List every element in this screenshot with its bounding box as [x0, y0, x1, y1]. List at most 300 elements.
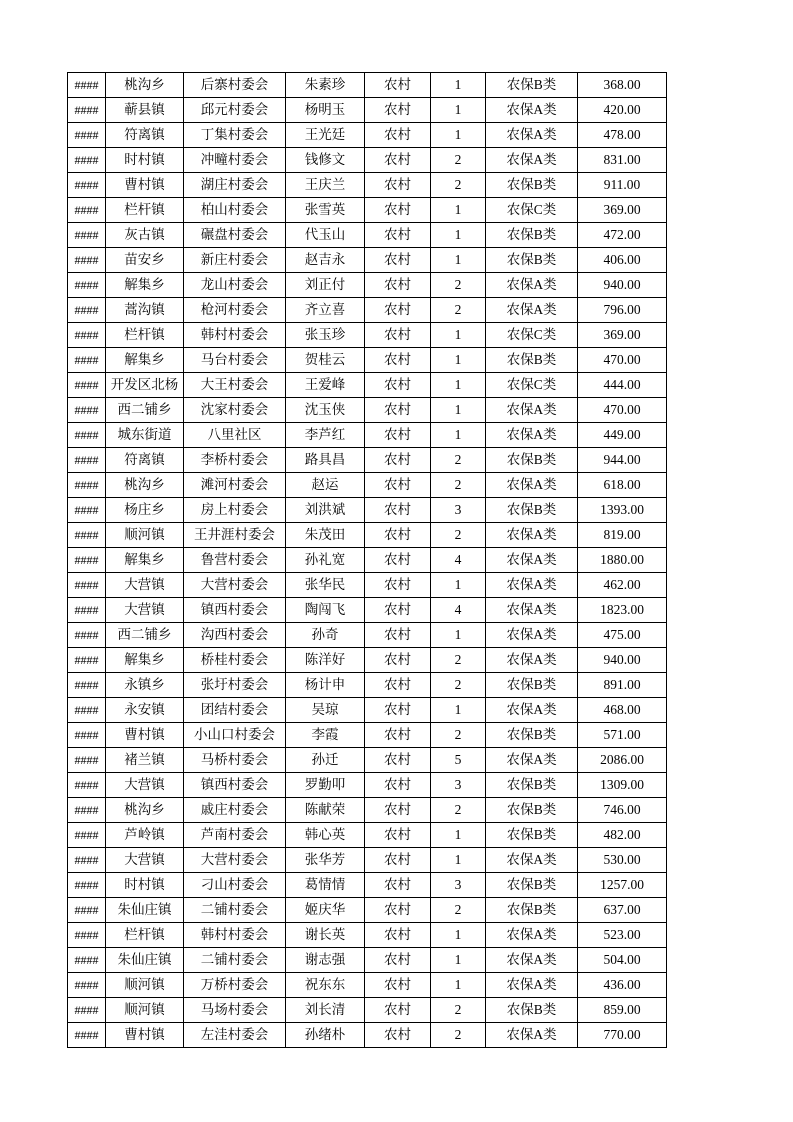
amount-cell: 618.00: [578, 473, 667, 498]
name-cell: 孙奇: [286, 623, 365, 648]
area-type-cell: 农村: [365, 698, 431, 723]
village-cell: 桥桂村委会: [184, 648, 286, 673]
village-cell: 大营村委会: [184, 573, 286, 598]
area-type-cell: 农村: [365, 348, 431, 373]
village-cell: 邱元村委会: [184, 98, 286, 123]
area-type-cell: 农村: [365, 673, 431, 698]
amount-cell: 420.00: [578, 98, 667, 123]
date-cell: ####: [68, 823, 106, 848]
insurance-category-cell: 农保A类: [486, 573, 578, 598]
amount-cell: 482.00: [578, 823, 667, 848]
name-cell: 朱茂田: [286, 523, 365, 548]
table-row: [68, 498, 667, 523]
date-cell: ####: [68, 223, 106, 248]
household-count-cell: 2: [431, 298, 486, 323]
name-cell: 代玉山: [286, 223, 365, 248]
household-count-cell: 3: [431, 773, 486, 798]
table-row: [68, 473, 667, 498]
name-cell: 吴琼: [286, 698, 365, 723]
amount-cell: 746.00: [578, 798, 667, 823]
table-row: [68, 398, 667, 423]
date-cell: ####: [68, 73, 106, 98]
village-cell: 二铺村委会: [184, 948, 286, 973]
household-count-cell: 2: [431, 448, 486, 473]
township-cell: 芦岭镇: [106, 823, 184, 848]
area-type-cell: 农村: [365, 598, 431, 623]
name-cell: 陈洋好: [286, 648, 365, 673]
amount-cell: 1257.00: [578, 873, 667, 898]
area-type-cell: 农村: [365, 573, 431, 598]
date-cell: ####: [68, 948, 106, 973]
table-row: [68, 573, 667, 598]
date-cell: ####: [68, 798, 106, 823]
insurance-category-cell: 农保A类: [486, 123, 578, 148]
area-type-cell: 农村: [365, 498, 431, 523]
area-type-cell: 农村: [365, 848, 431, 873]
township-cell: 时村镇: [106, 148, 184, 173]
date-cell: ####: [68, 373, 106, 398]
township-cell: 曹村镇: [106, 1023, 184, 1048]
name-cell: 陶闯飞: [286, 598, 365, 623]
insurance-category-cell: 农保A类: [486, 423, 578, 448]
name-cell: 陈献荣: [286, 798, 365, 823]
name-cell: 王爱峰: [286, 373, 365, 398]
village-cell: 八里社区: [184, 423, 286, 448]
name-cell: 朱素珍: [286, 73, 365, 98]
amount-cell: 1823.00: [578, 598, 667, 623]
township-cell: 朱仙庄镇: [106, 898, 184, 923]
insurance-category-cell: 农保A类: [486, 548, 578, 573]
village-cell: 小山口村委会: [184, 723, 286, 748]
insurance-category-cell: 农保A类: [486, 1023, 578, 1048]
area-type-cell: 农村: [365, 648, 431, 673]
household-count-cell: 4: [431, 598, 486, 623]
name-cell: 李霞: [286, 723, 365, 748]
household-count-cell: 2: [431, 998, 486, 1023]
name-cell: 葛情情: [286, 873, 365, 898]
area-type-cell: 农村: [365, 148, 431, 173]
township-cell: 开发区北杨: [106, 373, 184, 398]
date-cell: ####: [68, 998, 106, 1023]
township-cell: 时村镇: [106, 873, 184, 898]
township-cell: 大营镇: [106, 573, 184, 598]
name-cell: 杨计申: [286, 673, 365, 698]
village-cell: 芦南村委会: [184, 823, 286, 848]
village-cell: 大王村委会: [184, 373, 286, 398]
table-row: [68, 1023, 667, 1048]
household-count-cell: 1: [431, 123, 486, 148]
date-cell: ####: [68, 523, 106, 548]
date-cell: ####: [68, 248, 106, 273]
name-cell: 姬庆华: [286, 898, 365, 923]
insurance-category-cell: 农保A类: [486, 623, 578, 648]
village-cell: 镇西村委会: [184, 598, 286, 623]
household-count-cell: 2: [431, 173, 486, 198]
amount-cell: 1880.00: [578, 548, 667, 573]
amount-cell: 637.00: [578, 898, 667, 923]
table-row: [68, 348, 667, 373]
amount-cell: 796.00: [578, 298, 667, 323]
amount-cell: 911.00: [578, 173, 667, 198]
amount-cell: 504.00: [578, 948, 667, 973]
township-cell: 城东街道: [106, 423, 184, 448]
insurance-category-cell: 农保B类: [486, 823, 578, 848]
household-count-cell: 1: [431, 198, 486, 223]
date-cell: ####: [68, 923, 106, 948]
insurance-category-cell: 农保A类: [486, 473, 578, 498]
household-count-cell: 2: [431, 673, 486, 698]
date-cell: ####: [68, 973, 106, 998]
date-cell: ####: [68, 673, 106, 698]
area-type-cell: 农村: [365, 798, 431, 823]
area-type-cell: 农村: [365, 198, 431, 223]
amount-cell: 1309.00: [578, 773, 667, 798]
village-cell: 马台村委会: [184, 348, 286, 373]
amount-cell: 770.00: [578, 1023, 667, 1048]
insurance-category-cell: 农保B类: [486, 673, 578, 698]
name-cell: 王光廷: [286, 123, 365, 148]
household-count-cell: 1: [431, 423, 486, 448]
household-count-cell: 1: [431, 573, 486, 598]
township-cell: 永镇乡: [106, 673, 184, 698]
table-row: [68, 173, 667, 198]
name-cell: 祝东东: [286, 973, 365, 998]
area-type-cell: 农村: [365, 98, 431, 123]
amount-cell: 449.00: [578, 423, 667, 448]
township-cell: 曹村镇: [106, 173, 184, 198]
name-cell: 刘长清: [286, 998, 365, 1023]
village-cell: 戚庄村委会: [184, 798, 286, 823]
table-row: [68, 198, 667, 223]
township-cell: 桃沟乡: [106, 798, 184, 823]
name-cell: 谢志强: [286, 948, 365, 973]
table-row: [68, 298, 667, 323]
area-type-cell: 农村: [365, 398, 431, 423]
amount-cell: 940.00: [578, 648, 667, 673]
table-row: [68, 898, 667, 923]
township-cell: 解集乡: [106, 273, 184, 298]
name-cell: 张华芳: [286, 848, 365, 873]
area-type-cell: 农村: [365, 273, 431, 298]
name-cell: 韩心英: [286, 823, 365, 848]
village-cell: 沈家村委会: [184, 398, 286, 423]
date-cell: ####: [68, 473, 106, 498]
village-cell: 鲁营村委会: [184, 548, 286, 573]
table-row: [68, 648, 667, 673]
table-row: [68, 923, 667, 948]
date-cell: ####: [68, 273, 106, 298]
date-cell: ####: [68, 723, 106, 748]
amount-cell: 436.00: [578, 973, 667, 998]
village-cell: 大营村委会: [184, 848, 286, 873]
insurance-category-cell: 农保A类: [486, 848, 578, 873]
date-cell: ####: [68, 448, 106, 473]
insurance-category-cell: 农保C类: [486, 323, 578, 348]
insurance-category-cell: 农保A类: [486, 398, 578, 423]
name-cell: 罗勤叩: [286, 773, 365, 798]
amount-cell: 571.00: [578, 723, 667, 748]
table-row: [68, 698, 667, 723]
village-cell: 枪河村委会: [184, 298, 286, 323]
table-row: [68, 773, 667, 798]
table-row: [68, 248, 667, 273]
insurance-category-cell: 农保B类: [486, 773, 578, 798]
insurance-category-cell: 农保B类: [486, 173, 578, 198]
date-cell: ####: [68, 548, 106, 573]
household-count-cell: 2: [431, 798, 486, 823]
household-count-cell: 1: [431, 823, 486, 848]
household-count-cell: 1: [431, 848, 486, 873]
area-type-cell: 农村: [365, 548, 431, 573]
household-count-cell: 2: [431, 273, 486, 298]
village-cell: 新庄村委会: [184, 248, 286, 273]
household-count-cell: 1: [431, 948, 486, 973]
table-row: [68, 798, 667, 823]
household-count-cell: 1: [431, 398, 486, 423]
date-cell: ####: [68, 423, 106, 448]
insurance-category-cell: 农保A类: [486, 298, 578, 323]
area-type-cell: 农村: [365, 523, 431, 548]
insurance-category-cell: 农保B类: [486, 448, 578, 473]
household-count-cell: 1: [431, 223, 486, 248]
village-cell: 后寨村委会: [184, 73, 286, 98]
name-cell: 张玉珍: [286, 323, 365, 348]
household-count-cell: 3: [431, 873, 486, 898]
name-cell: 赵运: [286, 473, 365, 498]
household-count-cell: 3: [431, 498, 486, 523]
name-cell: 张华民: [286, 573, 365, 598]
township-cell: 朱仙庄镇: [106, 948, 184, 973]
insurance-category-cell: 农保B类: [486, 223, 578, 248]
household-count-cell: 2: [431, 523, 486, 548]
insurance-category-cell: 农保A类: [486, 698, 578, 723]
household-count-cell: 2: [431, 648, 486, 673]
table-row: [68, 448, 667, 473]
date-cell: ####: [68, 148, 106, 173]
table-row: [68, 73, 667, 98]
name-cell: 孙绪朴: [286, 1023, 365, 1048]
amount-cell: 859.00: [578, 998, 667, 1023]
household-count-cell: 1: [431, 248, 486, 273]
date-cell: ####: [68, 623, 106, 648]
village-cell: 丁集村委会: [184, 123, 286, 148]
table-row: [68, 323, 667, 348]
village-cell: 李桥村委会: [184, 448, 286, 473]
insurance-category-cell: 农保A类: [486, 948, 578, 973]
date-cell: ####: [68, 498, 106, 523]
table-row: [68, 523, 667, 548]
date-cell: ####: [68, 698, 106, 723]
date-cell: ####: [68, 123, 106, 148]
name-cell: 贺桂云: [286, 348, 365, 373]
table-row: [68, 373, 667, 398]
village-cell: 镇西村委会: [184, 773, 286, 798]
village-cell: 刁山村委会: [184, 873, 286, 898]
amount-cell: 819.00: [578, 523, 667, 548]
name-cell: 刘正付: [286, 273, 365, 298]
amount-cell: 891.00: [578, 673, 667, 698]
area-type-cell: 农村: [365, 873, 431, 898]
date-cell: ####: [68, 573, 106, 598]
township-cell: 灰古镇: [106, 223, 184, 248]
township-cell: 符离镇: [106, 123, 184, 148]
area-type-cell: 农村: [365, 223, 431, 248]
amount-cell: 369.00: [578, 198, 667, 223]
name-cell: 钱修文: [286, 148, 365, 173]
table-body: [68, 73, 667, 1048]
village-cell: 马场村委会: [184, 998, 286, 1023]
name-cell: 刘洪斌: [286, 498, 365, 523]
village-cell: 万桥村委会: [184, 973, 286, 998]
data-table: [67, 72, 667, 1048]
household-count-cell: 1: [431, 698, 486, 723]
insurance-category-cell: 农保B类: [486, 798, 578, 823]
insurance-category-cell: 农保A类: [486, 148, 578, 173]
table-row: [68, 273, 667, 298]
date-cell: ####: [68, 1023, 106, 1048]
area-type-cell: 农村: [365, 373, 431, 398]
township-cell: 栏杆镇: [106, 323, 184, 348]
amount-cell: 468.00: [578, 698, 667, 723]
household-count-cell: 2: [431, 1023, 486, 1048]
village-cell: 房上村委会: [184, 498, 286, 523]
insurance-category-cell: 农保A类: [486, 523, 578, 548]
amount-cell: 462.00: [578, 573, 667, 598]
insurance-category-cell: 农保B类: [486, 873, 578, 898]
township-cell: 杨庄乡: [106, 498, 184, 523]
date-cell: ####: [68, 198, 106, 223]
insurance-category-cell: 农保A类: [486, 598, 578, 623]
village-cell: 湖庄村委会: [184, 173, 286, 198]
insurance-category-cell: 农保B类: [486, 248, 578, 273]
area-type-cell: 农村: [365, 773, 431, 798]
name-cell: 张雪英: [286, 198, 365, 223]
name-cell: 赵吉永: [286, 248, 365, 273]
area-type-cell: 农村: [365, 248, 431, 273]
date-cell: ####: [68, 748, 106, 773]
area-type-cell: 农村: [365, 823, 431, 848]
area-type-cell: 农村: [365, 323, 431, 348]
amount-cell: 470.00: [578, 348, 667, 373]
table-row: [68, 973, 667, 998]
household-count-cell: 1: [431, 923, 486, 948]
table-row: [68, 598, 667, 623]
township-cell: 桃沟乡: [106, 473, 184, 498]
insurance-category-cell: 农保B类: [486, 73, 578, 98]
village-cell: 碾盘村委会: [184, 223, 286, 248]
area-type-cell: 农村: [365, 723, 431, 748]
insurance-category-cell: 农保B类: [486, 998, 578, 1023]
village-cell: 王井涯村委会: [184, 523, 286, 548]
date-cell: ####: [68, 848, 106, 873]
area-type-cell: 农村: [365, 898, 431, 923]
township-cell: 顺河镇: [106, 998, 184, 1023]
name-cell: 李芦红: [286, 423, 365, 448]
date-cell: ####: [68, 873, 106, 898]
township-cell: 符离镇: [106, 448, 184, 473]
spreadsheet-page: [67, 72, 666, 1048]
household-count-cell: 4: [431, 548, 486, 573]
village-cell: 柏山村委会: [184, 198, 286, 223]
date-cell: ####: [68, 323, 106, 348]
date-cell: ####: [68, 648, 106, 673]
date-cell: ####: [68, 298, 106, 323]
amount-cell: 406.00: [578, 248, 667, 273]
insurance-category-cell: 农保B类: [486, 348, 578, 373]
amount-cell: 1393.00: [578, 498, 667, 523]
insurance-category-cell: 农保C类: [486, 198, 578, 223]
date-cell: ####: [68, 898, 106, 923]
insurance-category-cell: 农保A类: [486, 273, 578, 298]
area-type-cell: 农村: [365, 623, 431, 648]
area-type-cell: 农村: [365, 73, 431, 98]
household-count-cell: 1: [431, 98, 486, 123]
area-type-cell: 农村: [365, 473, 431, 498]
insurance-category-cell: 农保A类: [486, 923, 578, 948]
township-cell: 解集乡: [106, 648, 184, 673]
name-cell: 孙迁: [286, 748, 365, 773]
amount-cell: 944.00: [578, 448, 667, 473]
amount-cell: 530.00: [578, 848, 667, 873]
name-cell: 路具昌: [286, 448, 365, 473]
township-cell: 顺河镇: [106, 973, 184, 998]
date-cell: ####: [68, 98, 106, 123]
village-cell: 滩河村委会: [184, 473, 286, 498]
table-row: [68, 823, 667, 848]
table-row: [68, 623, 667, 648]
insurance-category-cell: 农保B类: [486, 723, 578, 748]
amount-cell: 444.00: [578, 373, 667, 398]
name-cell: 杨明玉: [286, 98, 365, 123]
household-count-cell: 1: [431, 348, 486, 373]
table-row: [68, 998, 667, 1023]
area-type-cell: 农村: [365, 973, 431, 998]
village-cell: 马桥村委会: [184, 748, 286, 773]
area-type-cell: 农村: [365, 173, 431, 198]
amount-cell: 470.00: [578, 398, 667, 423]
area-type-cell: 农村: [365, 423, 431, 448]
insurance-category-cell: 农保B类: [486, 898, 578, 923]
household-count-cell: 1: [431, 323, 486, 348]
township-cell: 解集乡: [106, 348, 184, 373]
township-cell: 顺河镇: [106, 523, 184, 548]
date-cell: ####: [68, 173, 106, 198]
insurance-category-cell: 农保A类: [486, 748, 578, 773]
area-type-cell: 农村: [365, 948, 431, 973]
table-row: [68, 673, 667, 698]
village-cell: 沟西村委会: [184, 623, 286, 648]
amount-cell: 472.00: [578, 223, 667, 248]
amount-cell: 831.00: [578, 148, 667, 173]
township-cell: 栏杆镇: [106, 198, 184, 223]
date-cell: ####: [68, 598, 106, 623]
township-cell: 大营镇: [106, 773, 184, 798]
area-type-cell: 农村: [365, 998, 431, 1023]
table-row: [68, 548, 667, 573]
table-row: [68, 873, 667, 898]
table-row: [68, 123, 667, 148]
name-cell: 齐立喜: [286, 298, 365, 323]
household-count-cell: 1: [431, 73, 486, 98]
table-row: [68, 948, 667, 973]
township-cell: 西二铺乡: [106, 623, 184, 648]
household-count-cell: 1: [431, 623, 486, 648]
township-cell: 褚兰镇: [106, 748, 184, 773]
village-cell: 冲疃村委会: [184, 148, 286, 173]
amount-cell: 368.00: [578, 73, 667, 98]
insurance-category-cell: 农保B类: [486, 498, 578, 523]
amount-cell: 940.00: [578, 273, 667, 298]
